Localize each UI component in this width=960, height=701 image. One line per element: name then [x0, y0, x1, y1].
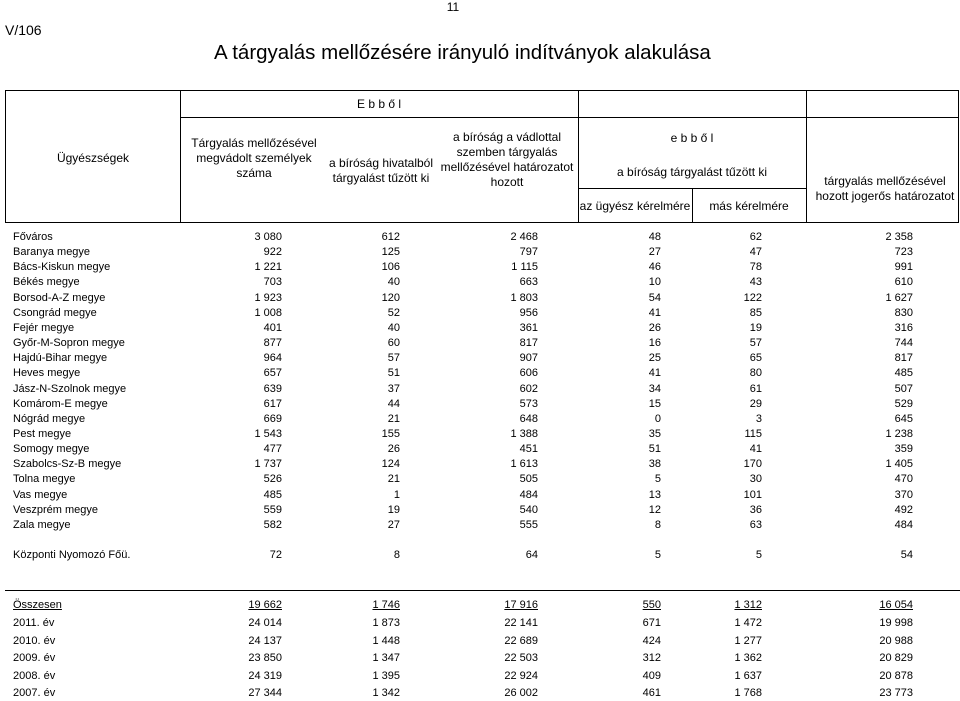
row-value: 1 737	[254, 458, 282, 471]
row-value: 1 388	[510, 427, 538, 440]
row-label: 2009. év	[13, 652, 56, 665]
row-label: 2008. év	[13, 669, 56, 682]
row-value: 663	[519, 276, 538, 289]
row-value: 424	[642, 634, 661, 647]
table-row	[0, 291, 960, 306]
row-value: 1 613	[510, 458, 538, 471]
row-value: 120	[381, 291, 400, 304]
row-value: 2 468	[510, 231, 538, 243]
row-value: 492	[894, 503, 913, 516]
table-row	[0, 366, 960, 381]
row-value: 477	[263, 443, 282, 456]
row-label: 2011. év	[13, 617, 55, 629]
table-row	[0, 548, 960, 563]
row-value: 17 916	[504, 599, 538, 611]
row-label: Győr-M-Sopron megye	[13, 337, 125, 350]
table-row	[0, 518, 960, 533]
row-value: 409	[642, 669, 661, 682]
row-value: 1 405	[885, 458, 913, 471]
row-value: 27	[648, 246, 661, 259]
row-value: 559	[263, 503, 282, 516]
row-value: 1 342	[372, 687, 400, 700]
row-value: 15	[648, 397, 661, 410]
row-value: 1 362	[734, 652, 762, 665]
row-value: 817	[519, 337, 538, 350]
row-value: 85	[749, 306, 762, 319]
row-label: Fejér megye	[13, 321, 75, 334]
table-row	[0, 412, 960, 427]
row-value: 155	[381, 427, 400, 440]
row-value: 51	[648, 443, 661, 456]
row-value: 30	[749, 473, 762, 486]
row-value: 703	[263, 276, 282, 289]
row-value: 361	[519, 321, 538, 334]
row-label: Szabolcs-Sz-B megye	[13, 458, 122, 471]
row-label: 2007. év	[13, 687, 56, 700]
row-value: 723	[894, 246, 913, 259]
row-value: 24 319	[248, 669, 282, 682]
row-value: 54	[900, 549, 913, 561]
row-value: 20 988	[879, 634, 913, 647]
row-value: 1 627	[885, 291, 913, 304]
row-value: 669	[263, 412, 282, 425]
row-value: 19	[387, 503, 400, 516]
row-value: 80	[749, 367, 762, 380]
table-row	[0, 686, 960, 701]
row-value: 555	[519, 518, 538, 531]
row-value: 645	[894, 412, 913, 425]
row-value: 20 878	[879, 669, 913, 682]
table-row	[0, 503, 960, 518]
row-value: 991	[894, 261, 913, 274]
row-value: 484	[894, 518, 913, 531]
row-value: 54	[648, 291, 661, 304]
row-value: 19 662	[248, 599, 282, 611]
table-row	[0, 598, 960, 613]
row-value: 470	[894, 473, 913, 486]
row-value: 1 873	[372, 617, 400, 629]
row-value: 907	[519, 352, 538, 365]
row-value: 1 472	[734, 617, 762, 629]
row-value: 573	[519, 397, 538, 410]
row-value: 671	[642, 617, 661, 629]
row-value: 830	[894, 306, 913, 319]
table-row	[0, 245, 960, 260]
row-value: 1 543	[254, 427, 282, 440]
summary-rule	[5, 590, 960, 591]
row-value: 744	[894, 337, 913, 350]
row-value: 62	[749, 231, 762, 243]
table-row	[0, 260, 960, 275]
row-value: 35	[648, 427, 661, 440]
header-prosecutor-request: az ügyész kérelmére	[579, 198, 691, 213]
row-value: 1 395	[372, 669, 400, 682]
table-row	[0, 472, 960, 487]
row-value: 484	[519, 488, 538, 501]
row-value: 3 080	[254, 231, 282, 243]
row-value: 312	[642, 652, 661, 665]
row-label: Összesen	[13, 599, 62, 611]
row-value: 5	[654, 473, 661, 486]
row-label: Tolna megye	[13, 473, 76, 486]
row-value: 1 277	[734, 634, 762, 647]
row-value: 106	[381, 261, 400, 274]
row-value: 24 014	[248, 617, 282, 629]
row-value: 37	[387, 382, 400, 395]
row-value: 1 768	[734, 687, 762, 700]
row-value: 22 141	[504, 617, 538, 629]
table-row	[0, 442, 960, 457]
row-value: 72	[269, 549, 282, 561]
row-value: 1 448	[372, 634, 400, 647]
row-value: 24 137	[248, 634, 282, 647]
header-other-request: más kérelmére	[709, 198, 789, 213]
page-id: V/106	[5, 22, 42, 38]
header-court-decision: a bíróság a vádlottal szemben tárgyalás mellőzésével határozatot hozott	[440, 130, 574, 189]
row-value: 639	[263, 382, 282, 395]
header-final-decision: tárgyalás mellőzésével hozott jogerős határozatot	[815, 174, 955, 203]
row-label: Somogy megye	[13, 443, 90, 456]
row-value: 461	[642, 687, 661, 700]
row-value: 29	[749, 397, 762, 410]
row-value: 27 344	[248, 687, 282, 700]
row-label: Nógrád megye	[13, 412, 86, 425]
row-label: Hajdú-Bihar megye	[13, 352, 108, 365]
table-row	[0, 427, 960, 442]
row-value: 617	[263, 397, 282, 410]
row-value: 41	[749, 443, 762, 456]
header-ebbol: E b b ő l	[356, 96, 402, 111]
table-header	[5, 90, 959, 223]
table-row	[0, 651, 960, 666]
row-value: 19	[749, 321, 762, 334]
row-value: 44	[387, 397, 400, 410]
row-value: 1 221	[254, 261, 282, 274]
row-label: Heves megye	[13, 367, 81, 380]
row-value: 16	[648, 337, 661, 350]
row-value: 41	[648, 367, 661, 380]
table-row	[0, 634, 960, 649]
row-value: 40	[387, 276, 400, 289]
row-value: 1 746	[372, 599, 400, 611]
row-value: 46	[648, 261, 661, 274]
row-value: 602	[519, 382, 538, 395]
row-value: 1	[393, 488, 400, 501]
row-label: Zala megye	[13, 518, 71, 531]
row-value: 115	[744, 427, 762, 440]
header-rule	[180, 117, 959, 118]
row-value: 13	[648, 488, 661, 501]
row-value: 1 923	[254, 291, 282, 304]
row-value: 550	[642, 599, 661, 611]
row-value: 401	[263, 321, 282, 334]
row-value: 19 998	[879, 617, 913, 629]
row-value: 16 054	[879, 599, 913, 611]
row-value: 606	[519, 367, 538, 380]
row-value: 40	[387, 321, 400, 334]
header-prosecution: Ügyészségek	[56, 150, 130, 165]
row-value: 582	[263, 518, 282, 531]
row-label: Komárom-E megye	[13, 397, 108, 410]
row-value: 101	[743, 488, 762, 501]
row-value: 370	[894, 488, 913, 501]
header-court-own: a bíróság hivatalból tárgyalást tűzött ki	[328, 156, 434, 185]
row-value: 648	[519, 412, 538, 425]
row-value: 52	[387, 306, 400, 319]
row-label: Főváros	[13, 231, 53, 243]
row-value: 22 924	[504, 669, 538, 682]
row-value: 485	[894, 367, 913, 380]
row-value: 1 115	[511, 261, 538, 274]
row-value: 8	[654, 518, 661, 531]
row-label: Baranya megye	[13, 246, 91, 259]
row-value: 1 347	[372, 652, 400, 665]
table-row	[0, 397, 960, 412]
row-value: 22 503	[504, 652, 538, 665]
page-number: 11	[446, 0, 460, 14]
row-value: 5	[755, 549, 762, 561]
row-value: 964	[263, 352, 282, 365]
row-value: 124	[381, 458, 400, 471]
row-value: 34	[648, 382, 661, 395]
row-value: 8	[393, 549, 400, 561]
row-value: 3	[755, 412, 762, 425]
table-row	[0, 336, 960, 351]
row-value: 60	[387, 337, 400, 350]
row-value: 20 829	[879, 652, 913, 665]
table-row	[0, 669, 960, 684]
row-value: 43	[749, 276, 762, 289]
table-row	[0, 382, 960, 397]
row-value: 316	[894, 321, 913, 334]
row-value: 612	[381, 231, 400, 243]
row-label: Békés megye	[13, 276, 80, 289]
header-ebbol-sub: e b b ő l	[670, 130, 714, 145]
row-label: Borsod-A-Z megye	[13, 291, 106, 304]
row-value: 540	[519, 503, 538, 516]
row-value: 26	[387, 443, 400, 456]
table-row	[0, 616, 960, 631]
row-value: 65	[749, 352, 762, 365]
table-row	[0, 275, 960, 290]
row-value: 38	[648, 458, 661, 471]
row-value: 41	[648, 306, 661, 319]
row-value: 877	[263, 337, 282, 350]
row-value: 22 689	[504, 634, 538, 647]
row-value: 48	[648, 231, 661, 243]
table-row	[0, 457, 960, 472]
row-value: 25	[648, 352, 661, 365]
header-divider	[806, 91, 807, 222]
row-value: 61	[749, 382, 762, 395]
page-title: A tárgyalás mellőzésére irányuló indítványok alakulása	[214, 41, 711, 64]
row-value: 2 358	[885, 231, 913, 243]
row-value: 956	[519, 306, 538, 319]
row-value: 657	[263, 367, 282, 380]
row-value: 922	[263, 246, 282, 259]
row-value: 125	[381, 246, 400, 259]
row-label: Központi Nyomozó Főü.	[13, 549, 131, 561]
row-value: 57	[387, 352, 400, 365]
row-label: Vas megye	[13, 488, 68, 501]
row-value: 1 008	[254, 306, 282, 319]
row-label: Pest megye	[13, 427, 72, 440]
row-value: 51	[387, 367, 400, 380]
row-value: 529	[894, 397, 913, 410]
table-row	[0, 306, 960, 321]
row-value: 23 850	[248, 652, 282, 665]
row-value: 47	[749, 246, 762, 259]
row-value: 170	[743, 458, 762, 471]
row-value: 23 773	[879, 687, 913, 700]
row-value: 21	[387, 473, 400, 486]
row-value: 57	[749, 337, 762, 350]
row-value: 1 803	[510, 291, 538, 304]
row-label: Jász-N-Szolnok megye	[13, 382, 127, 395]
table-row	[0, 488, 960, 503]
row-value: 485	[263, 488, 282, 501]
row-value: 1 312	[734, 599, 762, 611]
row-value: 451	[519, 443, 538, 456]
row-value: 610	[894, 276, 913, 289]
row-value: 0	[654, 412, 661, 425]
row-label: Bács-Kiskun megye	[13, 261, 111, 274]
row-value: 21	[387, 412, 400, 425]
row-value: 359	[894, 443, 913, 456]
table-row	[0, 321, 960, 336]
header-persons: Tárgyalás mellőzésével megvádolt személyek száma	[191, 136, 317, 180]
row-value: 122	[743, 291, 762, 304]
row-label: Veszprém megye	[13, 503, 98, 516]
row-value: 78	[749, 261, 762, 274]
row-value: 26 002	[504, 687, 538, 700]
row-label: 2010. év	[13, 634, 56, 647]
row-value: 64	[525, 549, 538, 561]
row-value: 505	[519, 473, 538, 486]
row-label: Csongrád megye	[13, 306, 97, 319]
row-value: 26	[648, 321, 661, 334]
row-value: 1 637	[734, 669, 762, 682]
row-value: 5	[654, 549, 661, 561]
header-rule	[578, 188, 806, 189]
row-value: 1 238	[885, 427, 913, 440]
row-value: 27	[387, 518, 400, 531]
row-value: 507	[894, 382, 913, 395]
row-value: 526	[263, 473, 282, 486]
header-court-hearing: a bíróság tárgyalást tűzött ki	[616, 164, 768, 179]
row-value: 797	[519, 246, 538, 259]
table-row	[0, 230, 960, 245]
row-value: 36	[749, 503, 762, 516]
table-row	[0, 351, 960, 366]
row-value: 63	[749, 518, 762, 531]
row-value: 817	[894, 352, 913, 365]
row-value: 12	[648, 503, 661, 516]
row-value: 10	[648, 276, 661, 289]
